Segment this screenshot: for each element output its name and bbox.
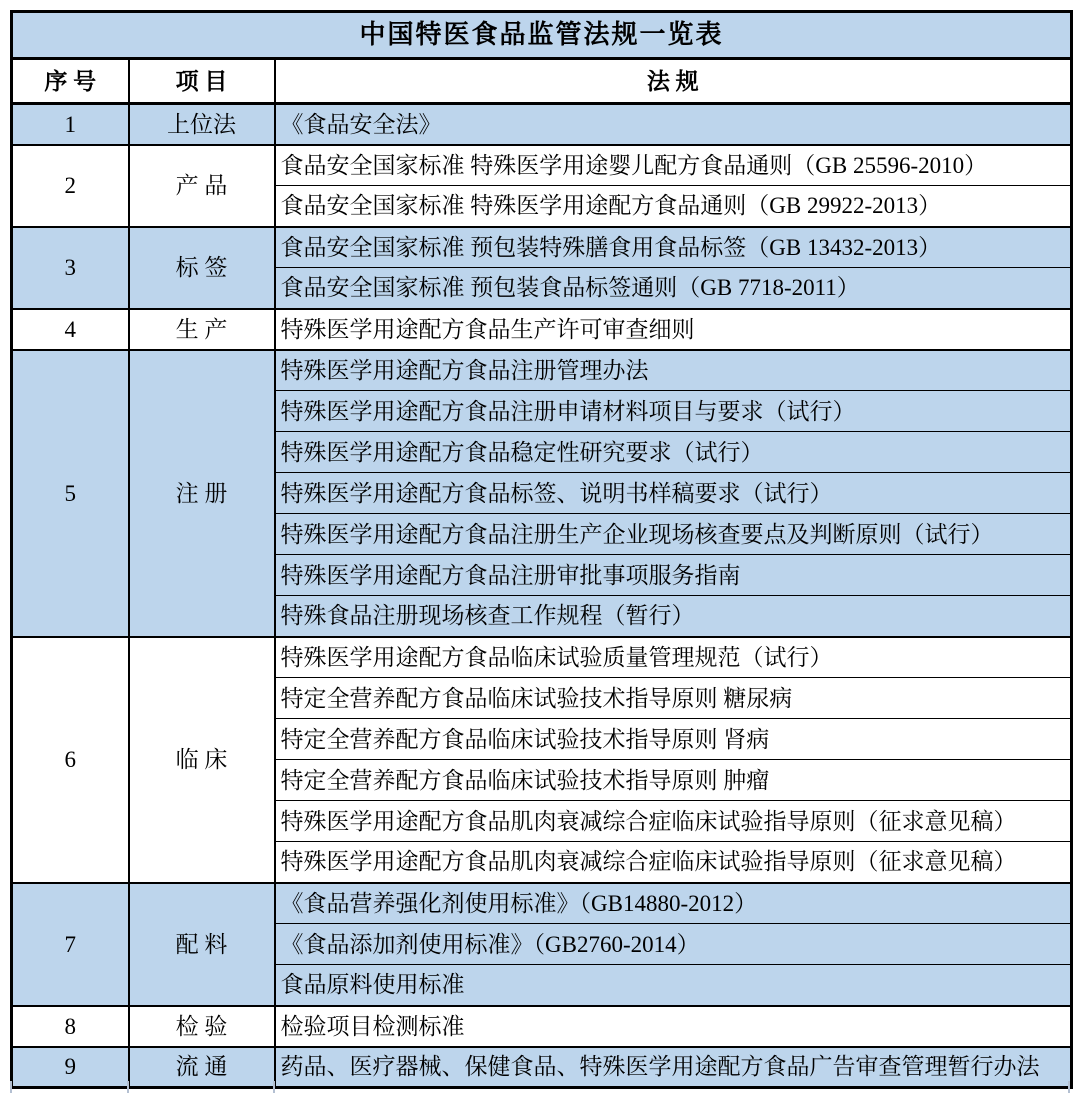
regulation-cell: 特定全营养配方食品临床试验技术指导原则 肾病: [275, 719, 1072, 760]
regulation-cell: 《食品添加剂使用标准》（GB2760-2014）: [275, 924, 1072, 965]
table-row: [12, 350, 1072, 391]
regulation-cell: 特殊医学用途配方食品标签、说明书样稿要求（试行）: [275, 473, 1072, 514]
regulation-cell: 《食品营养强化剂使用标准》（GB14880-2012）: [275, 883, 1072, 924]
item-cell: 检 验: [129, 1006, 275, 1047]
column-header-regulation: 法 规: [275, 59, 1072, 104]
regulation-cell: 特殊医学用途配方食品注册申请材料项目与要求（试行）: [275, 391, 1072, 432]
regulation-cell: 食品安全国家标准 预包装食品标签通则（GB 7718-2011）: [275, 268, 1072, 309]
item-cell: 生 产: [129, 309, 275, 350]
row-number-cell: 7: [12, 883, 129, 1006]
row-number-cell: 8: [12, 1006, 129, 1047]
row-number-cell: 6: [12, 637, 129, 883]
table-row: [12, 145, 1072, 186]
row-number-cell: 1: [12, 104, 129, 145]
regulation-cell: 《食品安全法》: [275, 104, 1072, 145]
regulation-cell: 特殊医学用途配方食品生产许可审查细则: [275, 309, 1072, 350]
table-row: [12, 1047, 1072, 1088]
regulation-cell: 检验项目检测标准: [275, 1006, 1072, 1047]
regulation-cell: 特殊医学用途配方食品肌肉衰减综合症临床试验指导原则（征求意见稿）: [275, 801, 1072, 842]
table-body: [12, 104, 1072, 1088]
regulations-table: [10, 10, 1073, 1089]
column-header-no: 序 号: [12, 59, 129, 104]
table-row: [12, 637, 1072, 678]
item-cell: 标 签: [129, 227, 275, 309]
regulation-cell: 特殊医学用途配方食品注册审批事项服务指南: [275, 555, 1072, 596]
regulation-cell: 食品安全国家标准 特殊医学用途配方食品通则（GB 29922-2013）: [275, 186, 1072, 227]
regulation-cell: 特殊医学用途配方食品肌肉衰减综合症临床试验指导原则（征求意见稿）: [275, 842, 1072, 883]
regulation-cell: 特殊医学用途配方食品注册生产企业现场核查要点及判断原则（试行）: [275, 514, 1072, 555]
regulation-cell: 特殊医学用途配方食品稳定性研究要求（试行）: [275, 432, 1072, 473]
table-row: [12, 1006, 1072, 1047]
grid-stub-line: [127, 1081, 129, 1093]
table-title-row: [12, 12, 1072, 59]
regulation-cell: 食品原料使用标准: [275, 965, 1072, 1006]
item-cell: 注 册: [129, 350, 275, 637]
item-cell: 流 通: [129, 1047, 275, 1088]
table-row: [12, 309, 1072, 350]
regulation-cell: 特殊食品注册现场核查工作规程（暂行）: [275, 596, 1072, 637]
regulation-cell: 特殊医学用途配方食品临床试验质量管理规范（试行）: [275, 637, 1072, 678]
row-number-cell: 2: [12, 145, 129, 227]
row-number-cell: 3: [12, 227, 129, 309]
table-row: [12, 104, 1072, 145]
item-cell: 产 品: [129, 145, 275, 227]
grid-stub-line: [273, 1081, 275, 1093]
table-row: [12, 883, 1072, 924]
grid-stub-line: [1068, 1081, 1070, 1093]
grid-stub-line: [10, 1081, 12, 1093]
regulation-cell: 食品安全国家标准 特殊医学用途婴儿配方食品通则（GB 25596-2010）: [275, 145, 1072, 186]
row-number-cell: 9: [12, 1047, 129, 1088]
item-cell: 临 床: [129, 637, 275, 883]
regulation-cell: 食品安全国家标准 预包装特殊膳食用食品标签（GB 13432-2013）: [275, 227, 1072, 268]
table-header-row: [12, 59, 1072, 104]
table-row: [12, 227, 1072, 268]
regulation-cell: 特定全营养配方食品临床试验技术指导原则 糖尿病: [275, 678, 1072, 719]
column-header-item: 项 目: [129, 59, 275, 104]
item-cell: 配 料: [129, 883, 275, 1006]
table-title: 中国特医食品监管法规一览表: [12, 12, 1072, 59]
regulation-cell: 特殊医学用途配方食品注册管理办法: [275, 350, 1072, 391]
row-number-cell: 4: [12, 309, 129, 350]
item-cell: 上位法: [129, 104, 275, 145]
regulation-cell: 特定全营养配方食品临床试验技术指导原则 肿瘤: [275, 760, 1072, 801]
row-number-cell: 5: [12, 350, 129, 637]
regulation-cell: 药品、医疗器械、保健食品、特殊医学用途配方食品广告审查管理暂行办法: [275, 1047, 1072, 1088]
